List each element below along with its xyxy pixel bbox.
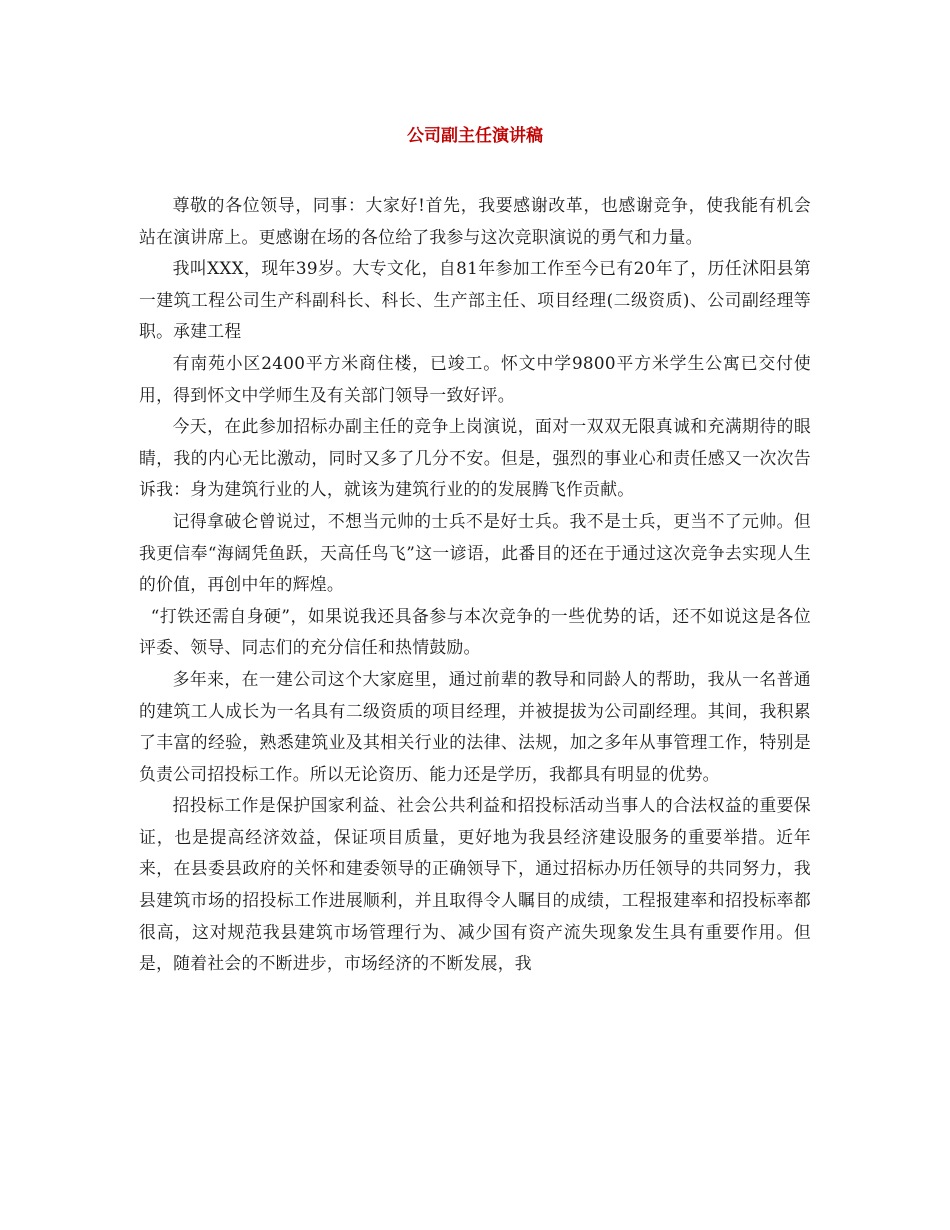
paragraph-introduction: 我叫XXX，现年39岁。大专文化，自81年参加工作至今已有20年了，历任沭阳县第一建筑工程公司生产科副科长、科长、生产部主任、项目经理(二级资质)、公司副经理等职。承建工程 xyxy=(139,258,811,342)
paragraph-experience: 多年来，在一建公司这个大家庭里，通过前辈的教导和同龄人的帮助，我从一名普通的建筑工人成长为一名具有二级资质的项目经理，并被提拔为公司副经理。其间，我积累了丰富的经验，熟悉建筑业及其相关行业的法律、法规，加之多年从事管理工作，特别是负责公司招投标工作。所以无论资历、能力还是学历，我都具有明显的优势。 xyxy=(139,668,811,784)
paragraph-projects: 有南苑小区2400平方米商住楼，已竣工。怀文中学9800平方米学生公寓已交付使用，得到怀文中学师生及有关部门领导一致好评。 xyxy=(139,352,811,405)
paragraph-today: 今天，在此参加招标办副主任的竞争上岗演说，面对一双双无限真诚和充满期待的眼睛，我的内心无比激动，同时又多了几分不安。但是，强烈的事业心和责任感又一次次告诉我：身为建筑行业的人，就该为建筑行业的的发展腾飞作贡献。 xyxy=(139,416,811,500)
paragraph-advantages: “打铁还需自身硬”，如果说我还具备参与本次竞争的一些优势的话，还不如说这是各位评委、领导、同志们的充分信任和热情鼓励。 xyxy=(139,605,811,658)
paragraph-greeting: 尊敬的各位领导，同事：大家好!首先，我要感谢改革，也感谢竞争，使我能有机会站在演讲席上。更感谢在场的各位给了我参与这次竞职演说的勇气和力量。 xyxy=(139,195,811,247)
paragraph-bidding-work: 招投标工作是保护国家利益、社会公共利益和招投标活动当事人的合法权益的重要保证，也是提高经济效益，保证项目质量，更好地为我县经济建设服务的重要举措。近年来，在县委县政府的关怀和建委领导的正确领导下，通过招标办历任领导的共同努力，我县建筑市场的招投标工作进展顺利，并且取得令人瞩目的成绩，工程报建率和招投标率都很高，这对规范我县建筑市场管理行为、减少国有资产流失现象发生具有重要作用。但是，随着社会的不断进步，市场经济的不断发展，我 xyxy=(139,795,811,974)
document-body xyxy=(139,190,811,980)
document-title: 公司副主任演讲稿 xyxy=(407,126,543,146)
paragraph-napoleon: 记得拿破仑曾说过，不想当元帅的士兵不是好士兵。我不是士兵，更当不了元帅。但我更信奉“海阔凭鱼跃，天高任鸟飞”这一谚语，此番目的还在于通过这次竞争去实现人生的价值，再创中年的辉煌。 xyxy=(139,510,811,595)
